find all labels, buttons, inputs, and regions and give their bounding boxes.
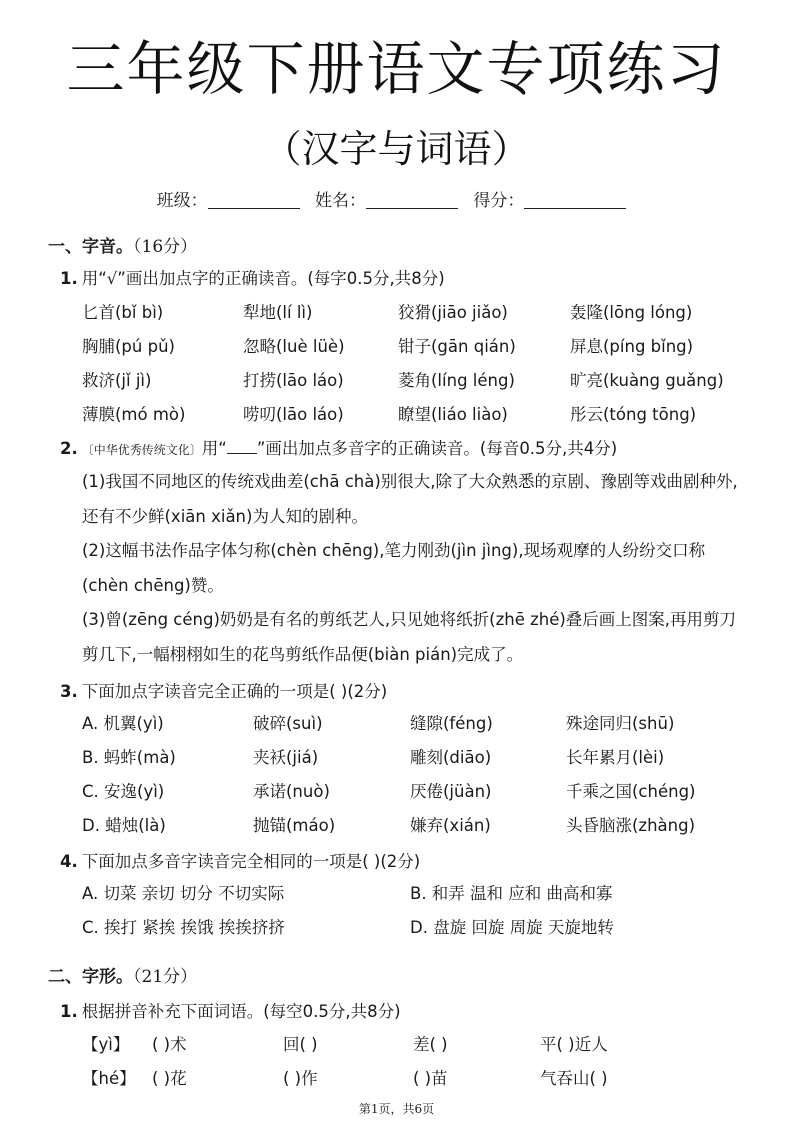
page-title: 三年级下册语文专项练习 xyxy=(66,35,727,103)
q1-item-r1-c4: 轰隆(lōng lóng) xyxy=(570,303,693,322)
q3-item-r3-c3: 厌倦(jüàn) xyxy=(410,782,492,801)
q1-item-r4-c4: 彤云(tóng tōng) xyxy=(570,405,697,424)
question-3-number: 3. xyxy=(60,682,78,701)
q5-item-r2-c2: ( )花 xyxy=(152,1069,187,1088)
q5-item-r1-c2: ( )术 xyxy=(152,1035,187,1054)
question-1 xyxy=(60,265,445,289)
q3-item-r2-c2: 夹袄(jiá) xyxy=(253,748,319,767)
name-blank[interactable] xyxy=(366,191,458,209)
score-blank[interactable] xyxy=(524,191,626,209)
question-1-text: 用“√”画出加点字的正确读音。(每字0.5分,共8分) xyxy=(81,269,445,288)
q3-item-r3-c2: 承诺(nuò) xyxy=(253,782,330,801)
question-5-text: 根据拼音补充下面词语。(每空0.5分,共8分) xyxy=(81,1002,401,1021)
q3-item-r1-c4: 殊途同归(shū) xyxy=(566,714,675,733)
page-subtitle: （汉字与词语） xyxy=(263,127,530,171)
q1-item-r4-c3: 瞭望(liáo liào) xyxy=(398,405,508,424)
q1-item-r4-c1: 薄膜(mó mò) xyxy=(82,405,186,424)
question-1-number: 1. xyxy=(60,269,78,288)
question-2-paragraph-1: (1)我国不同地区的传统戏曲差(chā chà)别很大,除了大众熟悉的京剧、豫剧等戏曲剧种外,还有不少鲜(xiān xiǎn)为人知的剧种。 xyxy=(82,472,738,526)
q1-item-r2-c1: 胸脯(pú pǔ) xyxy=(82,337,175,356)
question-4-text: 下面加点多音字读音完全相同的一项是( )(2分) xyxy=(81,852,421,871)
q3-item-r2-c3: 雕刻(diāo) xyxy=(410,748,492,767)
q3-item-r4-c3: 嫌弃(xián) xyxy=(410,816,491,835)
q1-item-r2-c4: 屏息(píng bǐng) xyxy=(570,337,694,356)
q1-item-r3-c4: 旷亮(kuàng guǎng) xyxy=(570,371,724,390)
q3-item-r1-c1: A. 机翼(yì) xyxy=(82,714,164,733)
class-blank[interactable] xyxy=(208,191,300,209)
q4-option-r1-c2: B. 和弄 温和 应和 曲高和寡 xyxy=(410,884,613,903)
q1-item-r1-c3: 狡猾(jiāo jiǎo) xyxy=(398,303,508,322)
q1-item-r3-c2: 打捞(lāo láo) xyxy=(243,371,344,390)
q5-item-r1-c4: 差( ) xyxy=(413,1035,448,1054)
page-footer: 第1页，共6页 xyxy=(358,1102,435,1116)
q3-item-r2-c4: 长年累月(lèi) xyxy=(566,748,665,767)
q5-item-r2-c4: ( )苗 xyxy=(413,1069,448,1088)
score-label: 得分： xyxy=(473,191,525,211)
q3-item-r1-c2: 破碎(suì) xyxy=(253,714,323,733)
q5-item-r2-c3: ( )作 xyxy=(283,1069,318,1088)
q1-item-r4-c2: 唠叨(lāo láo) xyxy=(243,405,344,424)
question-3 xyxy=(60,678,387,702)
name-label: 姓名： xyxy=(315,191,366,211)
q3-item-r3-c1: C. 安逸(yì) xyxy=(82,782,165,801)
q5-item-r1-c1: 【yì】 xyxy=(82,1035,130,1054)
q3-item-r3-c4: 千乘之国(chéng) xyxy=(566,782,696,801)
section-1-points: （16分） xyxy=(133,237,198,257)
q1-item-r3-c3: 菱角(líng léng) xyxy=(398,371,515,390)
q5-item-r1-c5: 平( )近人 xyxy=(540,1035,608,1054)
q4-option-r1-c1: A. 切菜 亲切 切分 不切实际 xyxy=(82,884,285,903)
q3-item-r4-c1: D. 蜡烛(là) xyxy=(82,816,166,835)
question-2-text-a: 用“ xyxy=(201,439,227,458)
q1-item-r2-c3: 钳子(gān qián) xyxy=(398,337,516,356)
q3-item-r1-c3: 缝隙(féng) xyxy=(410,714,493,733)
section-1-title: 一、字音。 xyxy=(48,237,133,257)
q3-item-r4-c4: 头昏脑涨(zhàng) xyxy=(566,816,696,835)
q5-item-r2-c5: 气吞山( ) xyxy=(540,1069,608,1088)
class-label: 班级： xyxy=(156,191,208,211)
question-4-number: 4. xyxy=(60,852,78,871)
q1-item-r1-c2: 犁地(lí lì) xyxy=(243,303,313,322)
question-5 xyxy=(60,998,401,1022)
q5-item-r1-c3: 回( ) xyxy=(283,1035,318,1054)
q1-item-r1-c1: 匕首(bǐ bì) xyxy=(82,303,164,322)
question-4 xyxy=(60,848,420,872)
section-2-points: （21分） xyxy=(133,967,198,987)
question-2-number: 2. xyxy=(60,439,78,458)
question-3-text: 下面加点字读音完全正确的一项是( )(2分) xyxy=(81,682,388,701)
q3-item-r2-c1: B. 蚂蚱(mà) xyxy=(82,748,176,767)
section-2-heading xyxy=(48,962,197,987)
q4-option-r2-c2: D. 盘旋 回旋 周旋 天旋地转 xyxy=(410,918,614,937)
question-2-text-b: ”画出加点多音字的正确读音。(每音0.5分,共4分) xyxy=(256,439,618,458)
student-info-row xyxy=(0,186,793,211)
q3-item-r4-c2: 抛锚(máo) xyxy=(253,816,336,835)
question-2-paragraph-3: (3)曾(zēng céng)奶奶是有名的剪纸艺人,只见她将纸折(zhē zhé)叠后画上图案,再用剪刀剪几下,一幅栩栩如生的花鸟剪纸作品便(biàn pián)完成了。 xyxy=(82,610,737,664)
section-2-title: 二、字形。 xyxy=(48,967,133,987)
q5-item-r2-c1: 【hé】 xyxy=(82,1069,136,1088)
section-1-heading xyxy=(48,232,197,257)
question-5-number: 1. xyxy=(60,1002,78,1021)
question-2-tag: 〔中华优秀传统文化〕 xyxy=(81,443,202,457)
question-2-paragraph-2: (2)这幅书法作品字体匀称(chèn chēng),笔力刚劲(jìn jìng),现场观摩的人纷纷交口称(chèn chēng)赞。 xyxy=(82,541,706,595)
q1-item-r2-c2: 忽略(luè lüè) xyxy=(243,337,345,356)
q4-option-r2-c1: C. 挨打 紧挨 挨饿 挨挨挤挤 xyxy=(82,918,285,937)
underline-mark xyxy=(227,440,257,454)
q1-item-r3-c1: 救济(jǐ jì) xyxy=(82,371,152,390)
question-2 xyxy=(60,435,617,459)
